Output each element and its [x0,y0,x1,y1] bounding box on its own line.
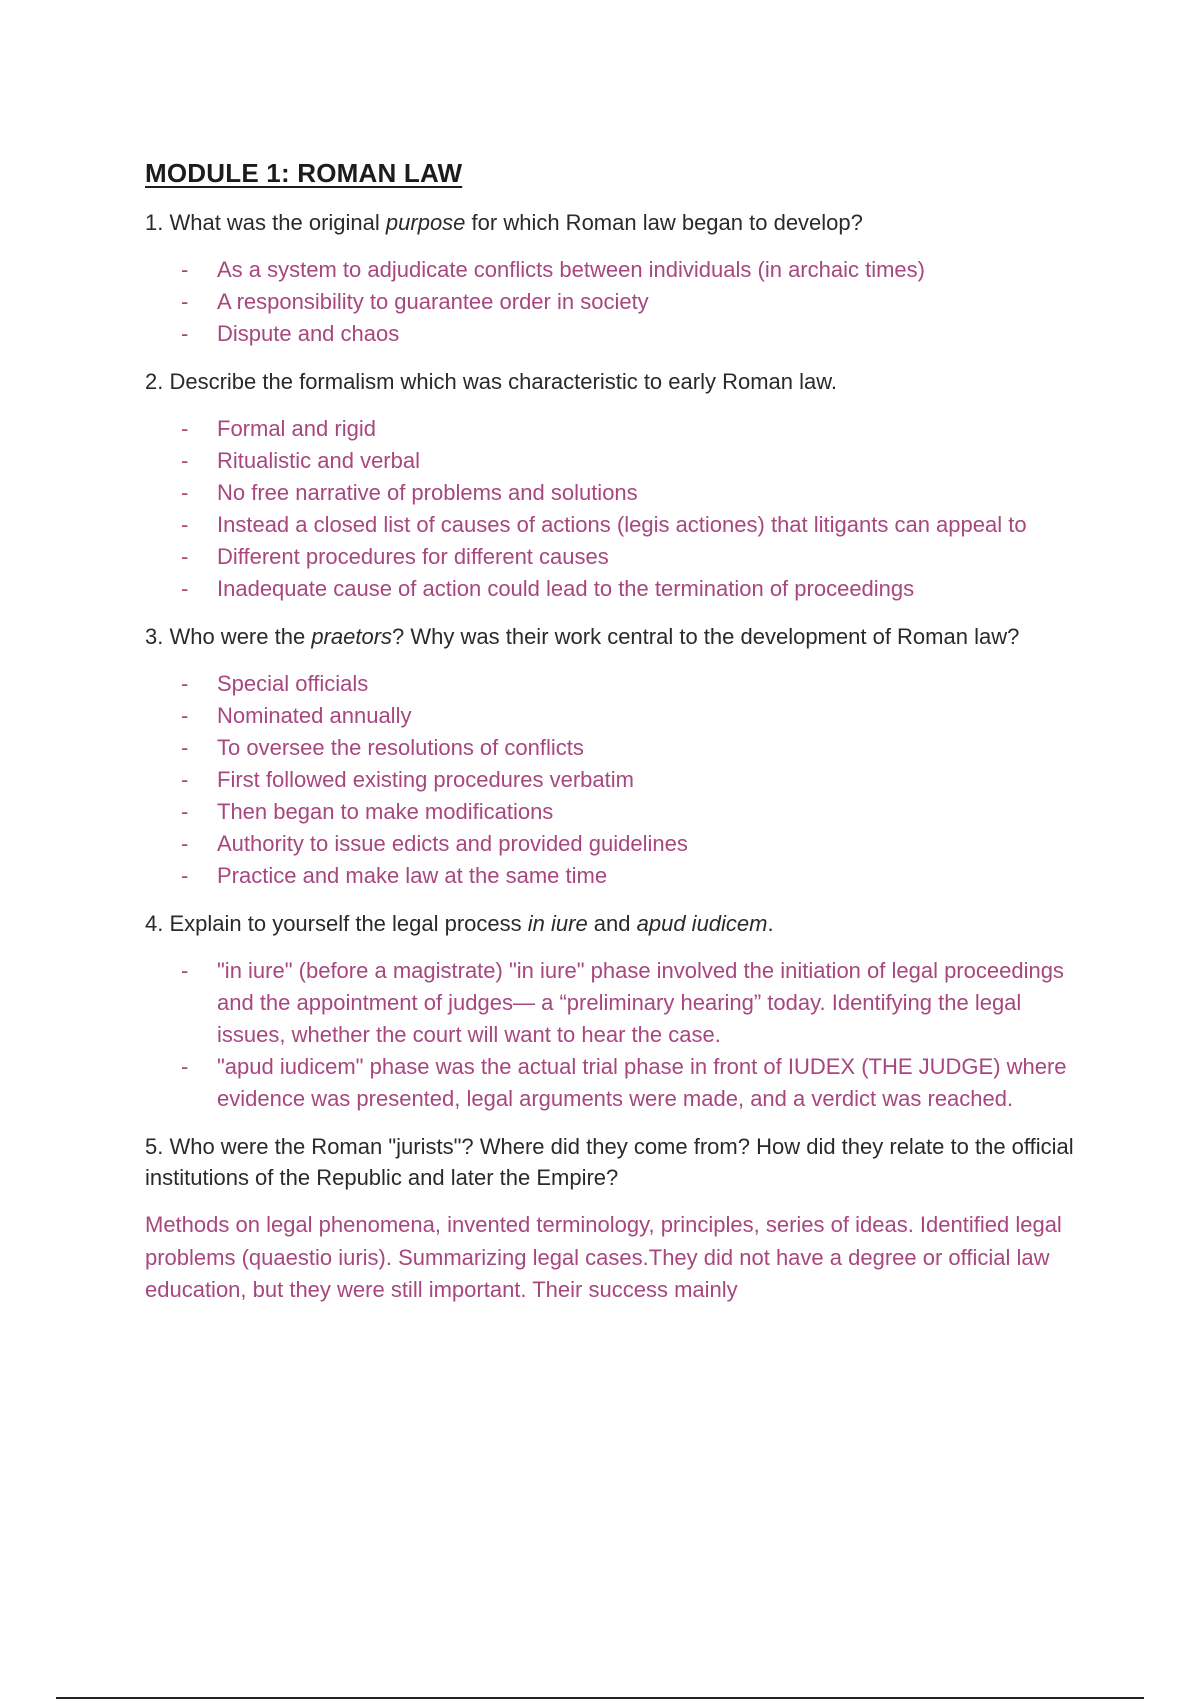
bullet-dash: - [181,1054,189,1079]
bullet-dash: - [181,512,189,537]
bullet-dash: - [181,480,189,505]
question-4-mid: and [587,911,637,936]
bullet-dash: - [181,416,189,441]
answer-item: - As a system to adjudicate conflicts between individuals (in archaic times) [145,254,1095,286]
bullet-dash: - [181,831,189,856]
answer-item: - Formal and rigid [145,413,1095,445]
document-page [145,158,1095,1307]
page-bottom-rule [56,1697,1144,1699]
bullet-dash: - [181,321,189,346]
bullet-dash: - [181,703,189,728]
question-3-after: ? Why was their work central to the development of Roman law? [392,624,1020,649]
answer-item: - Then began to make modifications [145,796,1095,828]
answers-1 [145,254,1095,350]
question-3-emphasis: praetors [311,624,393,649]
answers-3 [145,668,1095,892]
question-3 [145,621,1095,652]
question-5: 5. Who were the Roman "jurists"? Where did they come from? How did they relate to the official institutions of the Republic and later the Empire? [145,1134,1074,1190]
bullet-dash: - [181,448,189,473]
question-1 [145,207,1095,238]
answers-2 [145,413,1095,605]
answer-item: - "apud iudicem" phase was the actual trial phase in front of IUDEX (THE JUDGE) where evidence was presented, legal arguments were made, and a verdict was reached. [145,1051,1095,1115]
question-1-before: 1. What was the original [145,210,386,235]
module-title: MODULE 1: ROMAN LAW [145,158,463,188]
answers-4 [145,955,1095,1115]
answer-item: - Dispute and chaos [145,318,1095,350]
answer-item: - A responsibility to guarantee order in society [145,286,1095,318]
answer-item: - First followed existing procedures verbatim [145,764,1095,796]
question-1-emphasis: purpose [385,210,466,235]
bullet-dash: - [181,257,189,282]
bullet-dash: - [181,735,189,760]
answer-item: - To oversee the resolutions of conflicts [145,732,1095,764]
answer-item: - Instead a closed list of causes of actions (legis actiones) that litigants can appeal to [145,509,1095,541]
answer-item: - Different procedures for different causes [145,541,1095,573]
bullet-dash: - [181,767,189,792]
question-1-after: for which Roman law began to develop? [465,210,863,235]
question-3-before: 3. Who were the [145,624,312,649]
answer-item: - Special officials [145,668,1095,700]
bullet-dash: - [181,289,189,314]
answer-item: - Ritualistic and verbal [145,445,1095,477]
answer-item: - Authority to issue edicts and provided guidelines [145,828,1095,860]
answer-item: - "in iure" (before a magistrate) "in iure" phase involved the initiation of legal proceedings and the appointment of judges— a “preliminary hearing” today. Identifying the legal issues, whether the court will want to hear the case. [145,955,1095,1051]
answer-item: - Nominated annually [145,700,1095,732]
question-4-emphasis-2: apud iudicem [636,911,768,936]
answer-item: - Inadequate cause of action could lead to the termination of proceedings [145,573,1095,605]
bullet-dash: - [181,863,189,888]
bullet-dash: - [181,958,189,983]
bullet-dash: - [181,671,189,696]
bullet-dash: - [181,799,189,824]
answer-5-paragraph: Methods on legal phenomena, invented terminology, principles, series of ideas. Identified legal problems (quaestio iuris). Summarizing legal cases.They did not have a degree or official law education, but they were still important. Their success mainly [145,1212,1062,1302]
question-2: 2. Describe the formalism which was characteristic to early Roman law. [145,369,838,394]
answer-item: - Practice and make law at the same time [145,860,1095,892]
question-4-after: . [767,911,774,936]
answer-item: - No free narrative of problems and solutions [145,477,1095,509]
question-4-before: 4. Explain to yourself the legal process [145,911,528,936]
question-4 [145,908,1095,939]
bullet-dash: - [181,576,189,601]
bullet-dash: - [181,544,189,569]
question-4-emphasis-1: in iure [527,911,588,936]
